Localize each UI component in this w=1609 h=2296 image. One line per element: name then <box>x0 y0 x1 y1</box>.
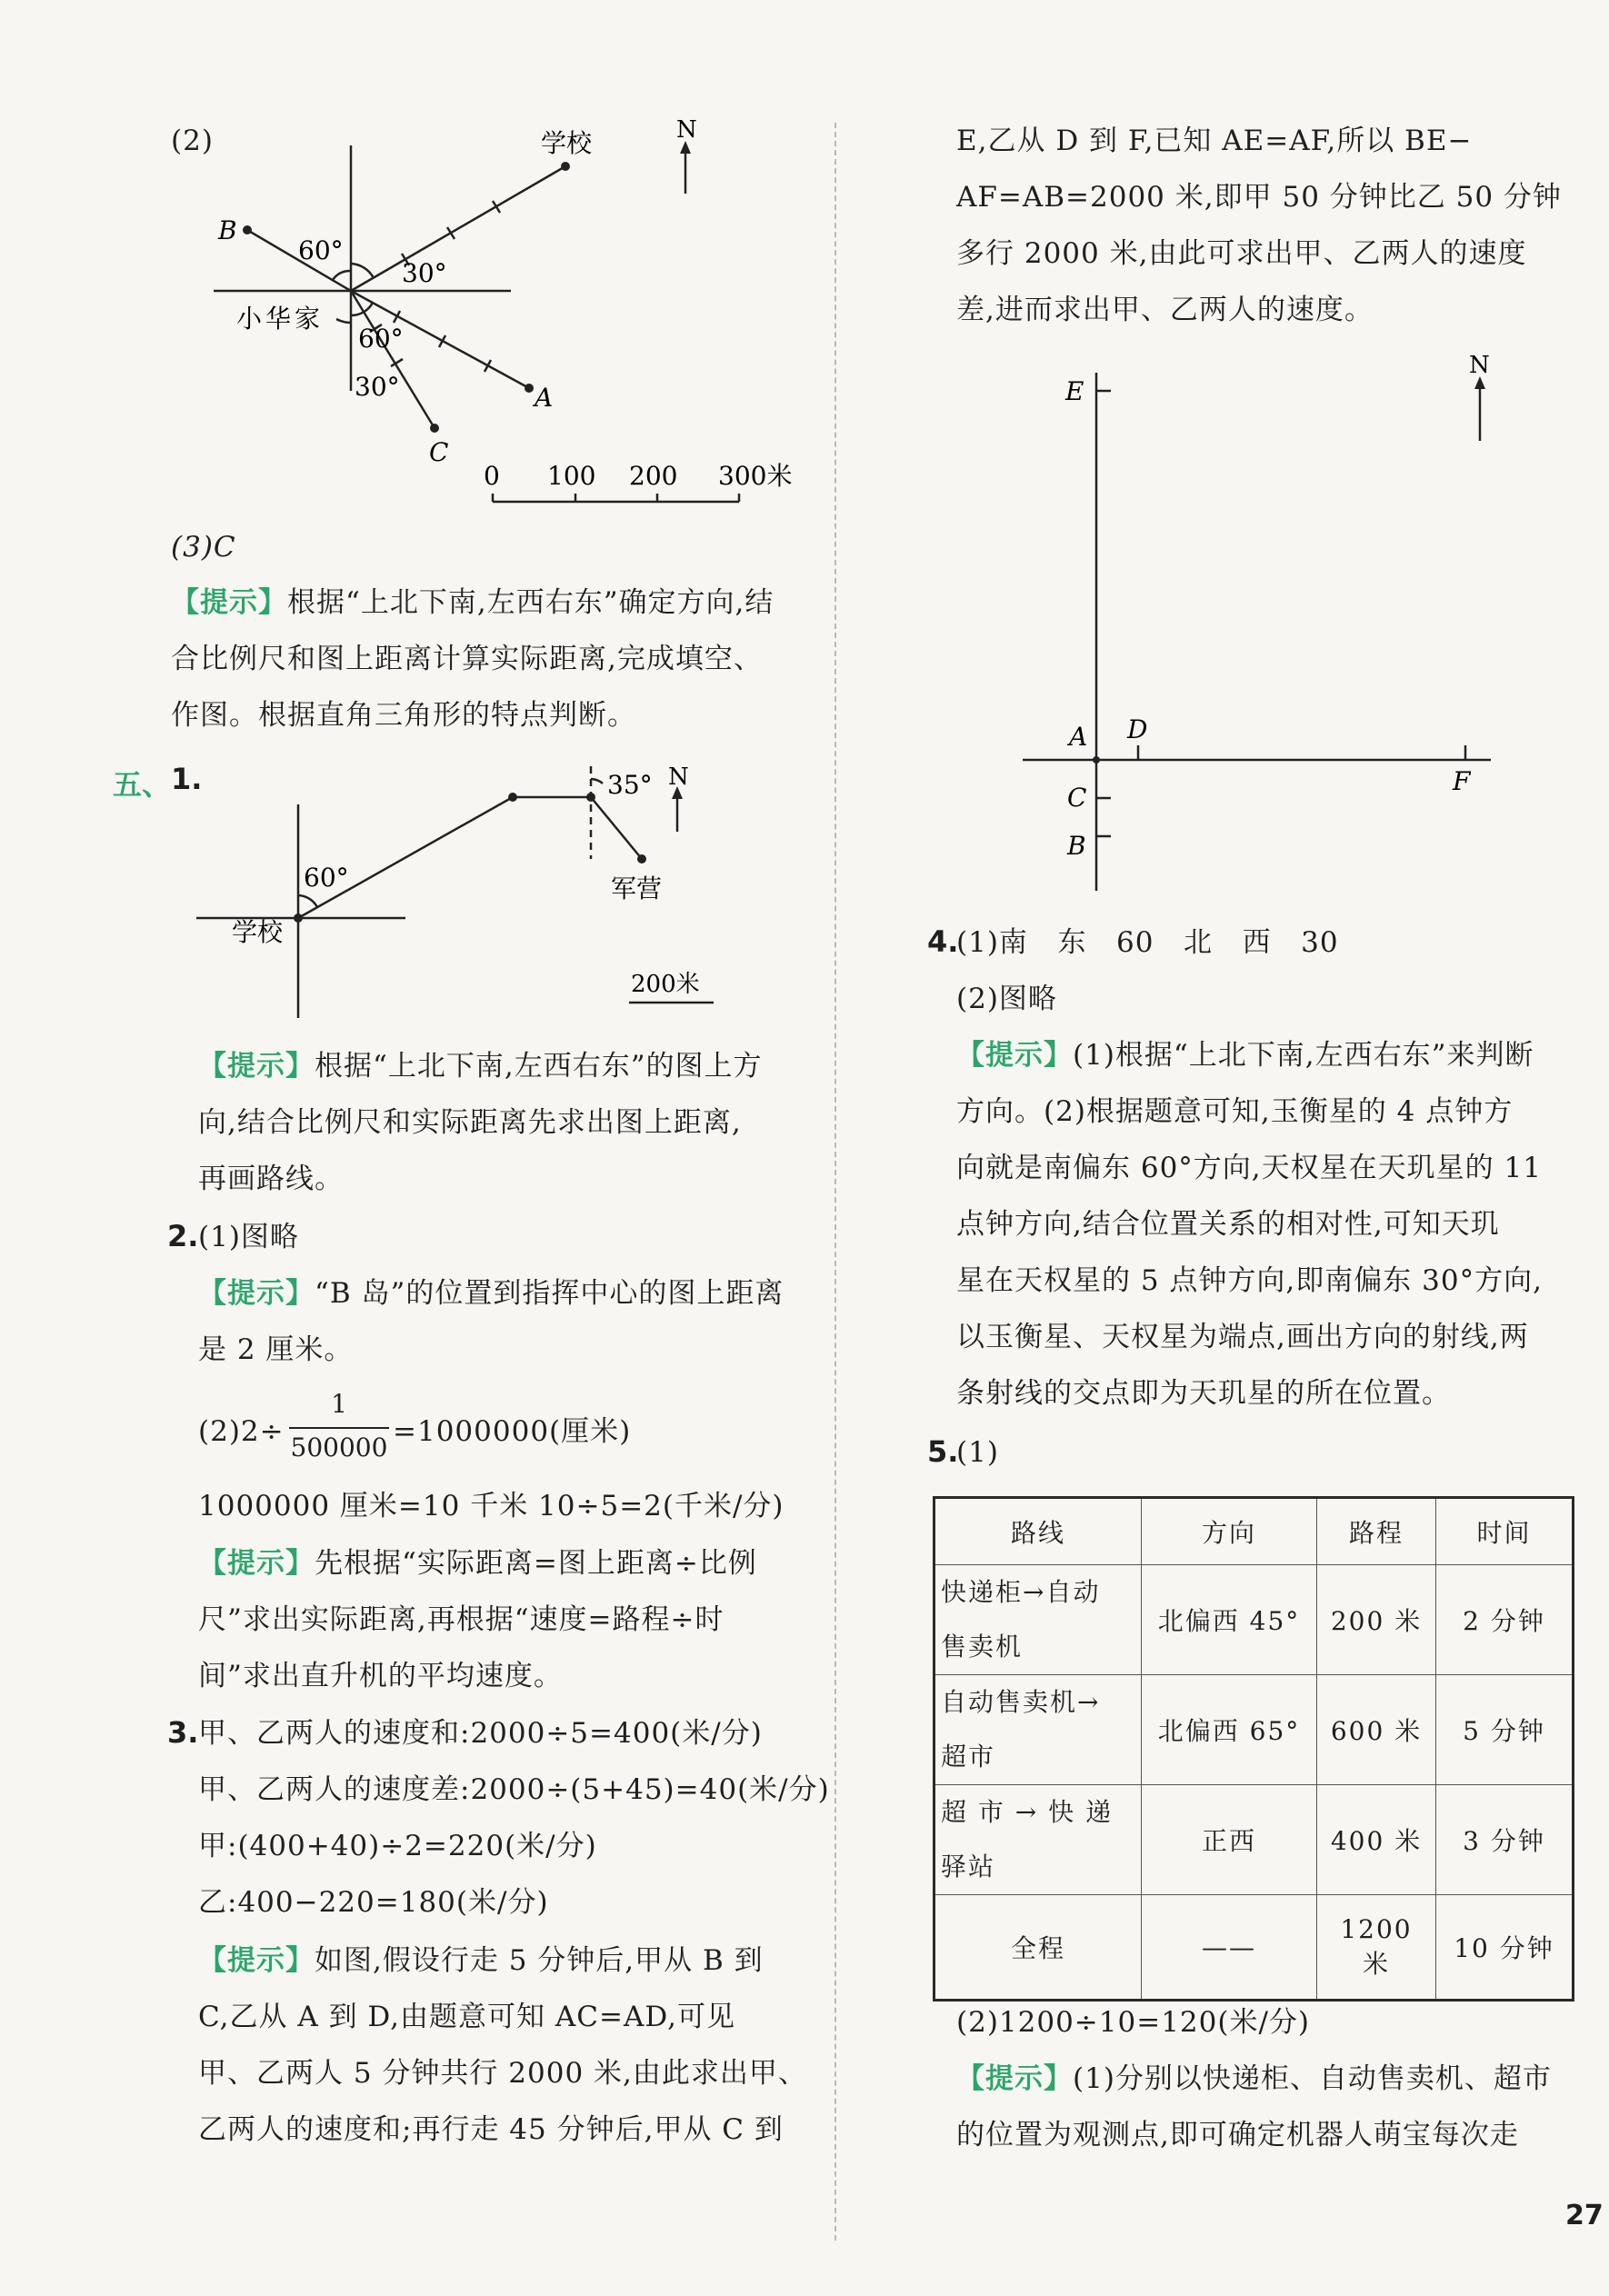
q4-part2: (2)图略 <box>956 983 1057 1015</box>
fraction-bar <box>289 1427 389 1429</box>
direction-diagram-1 <box>200 114 836 523</box>
table-row-total <box>934 1895 1574 2001</box>
part2-label: (2) <box>171 125 214 157</box>
hint-2-line-2: 向,结合比例尺和实际距离先求出图上距离, <box>198 1106 742 1139</box>
q3-line-2: 甲、乙两人的速度差:2000÷(5+45)=40(米/分) <box>198 1773 830 1806</box>
q2-part2-suffix: =1000000(厘米) <box>393 1415 632 1448</box>
time-cell: 5 分钟 <box>1436 1675 1574 1785</box>
hint-6-line-5: 星在天权星的 5 点钟方向,即南偏东 30°方向, <box>956 1264 1543 1297</box>
scale-tick-200: 200 <box>629 461 678 491</box>
hint-label: 【提示】 <box>171 586 287 619</box>
point-b-label: B <box>218 215 237 245</box>
route-cell-total: 全程 <box>934 1895 1142 2001</box>
hint-1-line-1: 【提示】根据“上北下南,左西右东”确定方向,结 <box>171 586 775 619</box>
continued-line-1: E,乙从 D 到 F,已知 AE=AF,所以 BE− <box>956 125 1473 157</box>
angle-30-upper: 30° <box>402 258 447 288</box>
distance-cell-total: 1200 米 <box>1317 1895 1436 2001</box>
hint-3-line-1: 【提示】“B 岛”的位置到指挥中心的图上距离 <box>198 1277 785 1310</box>
continued-line-4: 差,进而求出甲、乙两人的速度。 <box>956 294 1374 326</box>
hint-7-line-1: 【提示】(1)分别以快递柜、自动售卖机、超市 <box>956 2062 1552 2095</box>
hint-1-line-3: 作图。根据直角三角形的特点判断。 <box>171 699 636 732</box>
hint-6-line-3: 向就是南偏东 60°方向,天权星在天玑星的 11 <box>956 1152 1542 1184</box>
header-direction: 方向 <box>1142 1498 1317 1565</box>
route-diagram <box>191 759 773 1032</box>
school-label: 学校 <box>541 128 593 158</box>
q2-part2-prefix: (2)2÷ <box>198 1415 285 1448</box>
angle-35-label: 35° <box>607 770 653 800</box>
north-label-3: N <box>1469 352 1490 379</box>
point-d-label: D <box>1127 714 1148 744</box>
angle-60-upper: 60° <box>298 235 344 265</box>
scale-tick-300: 300米 <box>718 461 793 491</box>
angle-30-lower: 30° <box>355 372 400 402</box>
hint-5-line-1: 【提示】如图,假设行走 5 分钟后,甲从 B 到 <box>198 1944 764 1977</box>
north-label: N <box>676 116 697 144</box>
direction-cell-total: —— <box>1142 1895 1317 2001</box>
hint-7-line-2: 的位置为观测点,即可确定机器人萌宝每次走 <box>956 2119 1519 2151</box>
time-cell: 2 分钟 <box>1436 1565 1574 1675</box>
hint-6-line-1: 【提示】(1)根据“上北下南,左西右东”来判断 <box>956 1039 1534 1072</box>
question-1-number: 1. <box>171 762 203 796</box>
home-label: 小华家 <box>236 304 325 334</box>
route-cell: 快递柜→自动 售卖机 <box>934 1565 1142 1675</box>
angle-60-lower: 60° <box>358 324 404 354</box>
question-2-number: 2. <box>167 1219 199 1253</box>
hint-6-line-7: 条射线的交点即为天玑星的所在位置。 <box>956 1377 1451 1410</box>
scale-tick-100: 100 <box>547 461 596 491</box>
continued-line-2: AF=AB=2000 米,即甲 50 分钟比乙 50 分钟 <box>956 181 1562 214</box>
q2-part2-line2: 1000000 厘米=10 千米 10÷5=2(千米/分) <box>198 1490 785 1522</box>
point-c-label: C <box>429 437 449 467</box>
hint-4-line-1: 【提示】先根据“实际距离=图上距离÷比例 <box>198 1547 757 1580</box>
q4-part1: (1)南 东 60 北 西 30 <box>956 926 1339 959</box>
point-a-label: A <box>535 383 554 413</box>
route-cell: 自动售卖机→ 超市 <box>934 1675 1142 1785</box>
distance-cell: 200 米 <box>1317 1565 1436 1675</box>
school-label-2: 学校 <box>232 917 284 947</box>
direction-cell: 北偏西 65° <box>1142 1675 1317 1785</box>
q5-part1: (1) <box>956 1436 999 1469</box>
direction-cell: 正西 <box>1142 1785 1317 1895</box>
hint-5-line-2: C,乙从 A 到 D,由题意可知 AC=AD,可见 <box>198 2001 735 2033</box>
fraction-numerator: 1 <box>331 1389 347 1419</box>
q3-line-3: 甲:(400+40)÷2=220(米/分) <box>198 1830 597 1862</box>
section-5-label: 五、 <box>113 767 172 802</box>
table-row <box>934 1675 1574 1785</box>
route-cell: 超 市 → 快 递 驿站 <box>934 1785 1142 1895</box>
hint-2-line-1: 【提示】根据“上北下南,左西右东”的图上方 <box>198 1050 763 1083</box>
hint-5-line-3: 甲、乙两人 5 分钟共行 2000 米,由此求出甲、 <box>198 2057 807 2090</box>
point-a-label-3: A <box>1069 722 1088 752</box>
q3-line-4: 乙:400−220=180(米/分) <box>198 1886 549 1919</box>
hint-4-line-2: 尺”求出实际距离,再根据“速度=路程÷时 <box>198 1603 725 1636</box>
hint-6-line-2: 方向。(2)根据题意可知,玉衡星的 4 点钟方 <box>956 1095 1514 1128</box>
point-e-label: E <box>1065 376 1084 406</box>
distance-cell: 400 米 <box>1317 1785 1436 1895</box>
question-5-number: 5. <box>927 1434 959 1469</box>
scale-tick-0: 0 <box>484 461 500 491</box>
part3-answer: (3)C <box>171 531 236 564</box>
question-3-number: 3. <box>167 1715 199 1750</box>
direction-cell: 北偏西 45° <box>1142 1565 1317 1675</box>
scale-label: 200米 <box>631 971 700 998</box>
table-row <box>934 1785 1574 1895</box>
speed-diagram <box>1009 345 1518 909</box>
time-cell-total: 10 分钟 <box>1436 1895 1574 2001</box>
point-b-label-3: B <box>1067 831 1086 861</box>
route-table <box>933 1496 1574 2002</box>
hint-6-line-6: 以玉衡星、天权星为端点,画出方向的射线,两 <box>956 1321 1529 1353</box>
point-c-label-3: C <box>1067 783 1087 813</box>
camp-label: 军营 <box>611 873 663 903</box>
table-row <box>934 1565 1574 1675</box>
hint-1-line-2: 合比例尺和图上距离计算实际距离,完成填空、 <box>171 643 763 675</box>
q5-part2: (2)1200÷10=120(米/分) <box>956 2006 1311 2039</box>
page-number: 27 <box>1565 2200 1604 2231</box>
hint-3-line-2: 是 2 厘米。 <box>198 1333 354 1366</box>
distance-cell: 600 米 <box>1317 1675 1436 1785</box>
q3-line-1: 甲、乙两人的速度和:2000÷5=400(米/分) <box>198 1717 763 1750</box>
table-header-row <box>934 1498 1574 1565</box>
header-distance: 路程 <box>1317 1498 1436 1565</box>
header-time: 时间 <box>1436 1498 1574 1565</box>
hint-2-line-3: 再画路线。 <box>198 1163 344 1195</box>
question-4-number: 4. <box>927 924 959 959</box>
hint-4-line-3: 间”求出直升机的平均速度。 <box>198 1660 563 1692</box>
fraction-denominator: 500000 <box>290 1433 388 1462</box>
header-route: 路线 <box>934 1498 1142 1565</box>
point-f-label: F <box>1453 766 1471 796</box>
hint-6-line-4: 点钟方向,结合位置关系的相对性,可知天玑 <box>956 1208 1500 1241</box>
hint-5-line-4: 乙两人的速度和;再行走 45 分钟后,甲从 C 到 <box>198 2113 784 2146</box>
time-cell: 3 分钟 <box>1436 1785 1574 1895</box>
angle-60-label: 60° <box>304 863 349 893</box>
q2-part1: (1)图略 <box>198 1221 299 1253</box>
continued-line-3: 多行 2000 米,由此可求出甲、乙两人的速度 <box>956 237 1527 270</box>
north-label-2: N <box>668 764 689 791</box>
